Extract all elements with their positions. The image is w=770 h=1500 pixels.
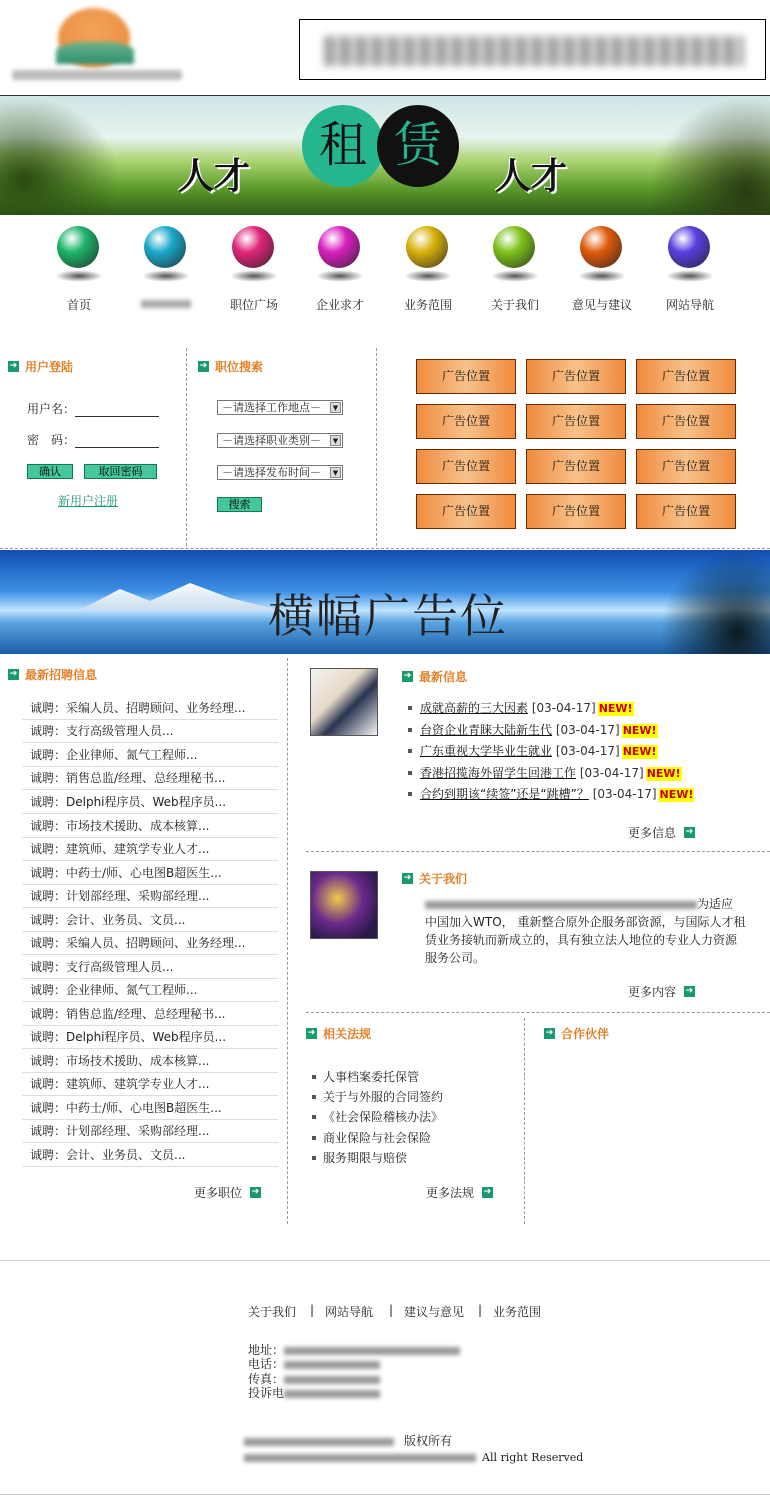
- banner-trees-left: [0, 96, 120, 215]
- banner-trees: [660, 550, 770, 654]
- list-item[interactable]: 诚聘：建筑师、建筑学专业人才...: [22, 838, 278, 861]
- footer-separator: |: [389, 1303, 394, 1317]
- username-row: 用户名：: [27, 400, 159, 417]
- nav-label: 关于我们: [490, 298, 539, 312]
- banner-word-right: 人才: [495, 155, 568, 197]
- nav-label: 网站导航: [665, 298, 714, 312]
- news-item[interactable]: 成就高薪的三大因素 [03-04-17] NEW!: [408, 701, 634, 716]
- arrow-icon: ➔: [9, 669, 18, 679]
- arrow-icon: ➔: [199, 361, 208, 371]
- news-link[interactable]: 成就高薪的三大因素: [420, 701, 529, 715]
- ad-slot[interactable]: 广告位置: [636, 359, 736, 394]
- laws-title: ➔ 相关法规: [307, 1027, 372, 1041]
- list-item[interactable]: 诚聘：采编人员、招聘顾问、业务经理...: [22, 697, 278, 720]
- divider: [306, 851, 770, 852]
- arrow-icon: ➔: [545, 1028, 554, 1038]
- banner-char-1: 租: [302, 105, 384, 187]
- blurred-text: [284, 1390, 380, 1398]
- search-button[interactable]: 搜索: [217, 497, 262, 512]
- header: [0, 0, 770, 95]
- news-link[interactable]: 香港招揽海外留学生回港工作: [420, 766, 577, 780]
- password-row: 密 码：: [27, 431, 159, 448]
- arrow-icon: ➔: [9, 361, 18, 371]
- arrow-icon: ➔: [251, 1187, 260, 1197]
- banner-mountains: [80, 580, 280, 610]
- news-link[interactable]: 台资企业青睐大陆新生代: [420, 723, 553, 737]
- footer-link-feedback[interactable]: 建议与意见: [404, 1305, 465, 1319]
- header-banner-blurred: [324, 36, 744, 66]
- dropdown-arrow-icon: ▼: [330, 467, 341, 478]
- nav-item-blurred[interactable]: [126, 218, 206, 318]
- footer-address: 地址：: [248, 1341, 460, 1358]
- news-link[interactable]: 广东重视大学毕业生就业: [420, 744, 553, 758]
- arrow-icon: ➔: [307, 1028, 316, 1038]
- list-item[interactable]: 诚聘：企业律师、氮气工程师...: [22, 979, 278, 1002]
- nav-label: 意见与建议: [571, 298, 632, 312]
- list-item[interactable]: 诚聘：中药士/师、心电图B超医生...: [22, 1097, 278, 1120]
- nav-label-blurred: [141, 300, 191, 308]
- footer-divider: [0, 1260, 770, 1261]
- banner-char-2: 赁: [377, 105, 459, 187]
- divider: [524, 1018, 525, 1224]
- divider: [186, 348, 187, 546]
- more-jobs-link[interactable]: 更多职位 ➔: [194, 1186, 260, 1200]
- list-item[interactable]: 诚聘：企业律师、氮气工程师...: [22, 744, 278, 767]
- recruit-title: ➔ 最新招聘信息: [9, 668, 98, 682]
- nav-item-about[interactable]: [475, 218, 555, 318]
- more-laws-link[interactable]: 更多法规 ➔: [426, 1186, 492, 1200]
- dropdown-arrow-icon: ▼: [330, 435, 341, 446]
- nav-item-home[interactable]: [39, 218, 119, 318]
- list-item[interactable]: 诚聘：支行高级管理人员...: [22, 956, 278, 979]
- ball-icon: [144, 226, 186, 268]
- ball-icon: [580, 226, 622, 268]
- ad-slot[interactable]: 广告位置: [416, 359, 516, 394]
- list-item[interactable]: 诚聘：销售总监/经理、总经理秘书...: [22, 767, 278, 790]
- blurred-text: [284, 1347, 460, 1355]
- footer-rights: 版权所有: [244, 1432, 452, 1449]
- list-item[interactable]: 诚聘：中药士/师、心电图B超医生...: [22, 862, 278, 885]
- footer-reserved: All right Reserved: [244, 1451, 583, 1464]
- news-link[interactable]: 合约到期该“续签”还是“跳槽”？: [420, 787, 589, 801]
- ball-icon: [406, 226, 448, 268]
- new-badge: NEW!: [622, 724, 657, 737]
- footer-link-services[interactable]: 业务范围: [493, 1305, 542, 1319]
- divider: [306, 1012, 770, 1013]
- password-input[interactable]: [75, 436, 159, 448]
- about-photo: [310, 871, 378, 939]
- nav-item-feedback[interactable]: [562, 218, 642, 318]
- bullet-icon: [312, 1115, 316, 1119]
- law-item[interactable]: 人事档案委托保管: [312, 1068, 419, 1085]
- banner-trees-right: [650, 96, 770, 215]
- law-item[interactable]: 服务期限与赔偿: [312, 1149, 407, 1166]
- about-blurred-text: [425, 901, 697, 909]
- footer-bottom-divider: [0, 1494, 770, 1495]
- logo-text-blurred: [12, 70, 182, 80]
- ad-slot[interactable]: 广告位置: [526, 404, 626, 439]
- arrow-icon: ➔: [403, 873, 412, 883]
- list-item[interactable]: 诚聘：市场技术援助、成本核算...: [22, 1050, 278, 1073]
- about-line-4: 服务公司。: [425, 951, 486, 965]
- bullet-icon: [312, 1095, 316, 1099]
- list-item[interactable]: 诚聘：采编人员、招聘顾问、业务经理...: [22, 932, 278, 955]
- ball-shadow: [230, 270, 278, 282]
- nav-label: 职位广场: [229, 298, 278, 312]
- about-line-2: 中国加入WTO， 重新整合原外企服务部资源，与国际人才租: [425, 915, 746, 929]
- bullet-icon: [312, 1156, 316, 1160]
- ad-slot[interactable]: 广告位置: [416, 494, 516, 529]
- ad-slot[interactable]: 广告位置: [416, 404, 516, 439]
- nav-label: 业务范围: [403, 298, 452, 312]
- footer-separator: |: [310, 1303, 315, 1317]
- list-item[interactable]: 诚聘：会计、业务员、文员...: [22, 1144, 278, 1167]
- list-item[interactable]: 诚聘：支行高级管理人员...: [22, 720, 278, 743]
- ad-slot[interactable]: 广告位置: [636, 494, 736, 529]
- about-title: ➔ 关于我们: [403, 872, 468, 886]
- main-nav: [0, 218, 770, 318]
- list-item[interactable]: 诚聘：会计、业务员、文员...: [22, 909, 278, 932]
- ball-shadow: [578, 270, 626, 282]
- ad-slot[interactable]: 广告位置: [526, 449, 626, 484]
- news-photo: [310, 668, 378, 736]
- bullet-icon: [312, 1075, 316, 1079]
- ball-shadow: [404, 270, 452, 282]
- nav-label: 企业求才: [315, 298, 364, 312]
- law-item[interactable]: 商业保险与社会保险: [312, 1129, 431, 1146]
- nav-item-sitemap[interactable]: [650, 218, 730, 318]
- header-banner-box: [299, 19, 766, 80]
- nav-item-jobs[interactable]: [214, 218, 294, 318]
- location-select[interactable]: －请选择工作地点－ ▼: [217, 400, 343, 415]
- ball-icon: [668, 226, 710, 268]
- news-item[interactable]: 台资企业青睐大陆新生代 [03-04-17] NEW!: [408, 723, 658, 738]
- retrieve-password-button[interactable]: 取回密码: [84, 464, 157, 479]
- ball-shadow: [491, 270, 539, 282]
- footer-phone: 电话：: [248, 1355, 380, 1372]
- news-item[interactable]: 广东重视大学毕业生就业 [03-04-17] NEW!: [408, 744, 658, 759]
- list-item[interactable]: 诚聘：Delphi程序员、Web程序员...: [22, 1026, 278, 1049]
- more-about-link[interactable]: 更多内容 ➔: [628, 985, 694, 999]
- new-badge: NEW!: [622, 745, 657, 758]
- about-line-1: 为适应: [425, 895, 733, 912]
- bullet-icon: [408, 728, 412, 732]
- news-item[interactable]: 合约到期该“续签”还是“跳槽”？ [03-04-17] NEW!: [408, 787, 694, 802]
- register-link[interactable]: 新用户注册: [58, 494, 119, 508]
- ad-slot[interactable]: 广告位置: [526, 494, 626, 529]
- confirm-button[interactable]: 确认: [27, 464, 73, 479]
- nav-item-services[interactable]: [388, 218, 468, 318]
- footer-fax: 传真：: [248, 1370, 380, 1387]
- list-item[interactable]: 诚聘：计划部经理、采购部经理...: [22, 1120, 278, 1143]
- law-item[interactable]: 《社会保险稽核办法》: [312, 1108, 443, 1125]
- ad-slot[interactable]: 广告位置: [526, 359, 626, 394]
- blurred-text: [244, 1438, 394, 1446]
- dropdown-arrow-icon: ▼: [330, 402, 341, 413]
- login-title: ➔ 用户登陆: [9, 360, 74, 374]
- law-item[interactable]: 关于与外服的合同签约: [312, 1088, 443, 1105]
- arrow-icon: ➔: [403, 671, 412, 681]
- more-news-link[interactable]: 更多信息 ➔: [628, 826, 694, 840]
- new-badge: NEW!: [646, 767, 681, 780]
- category-select[interactable]: －请选择职业类别－ ▼: [217, 433, 343, 448]
- time-select[interactable]: －请选择发布时间－ ▼: [217, 465, 343, 480]
- divider: [287, 658, 288, 1224]
- arrow-icon: ➔: [483, 1187, 492, 1197]
- ad-slot[interactable]: 广告位置: [416, 449, 516, 484]
- footer-separator: |: [478, 1303, 483, 1317]
- ball-icon: [493, 226, 535, 268]
- logo-hills: [56, 42, 134, 64]
- arrow-icon: ➔: [685, 827, 694, 837]
- blurred-text: [284, 1361, 380, 1369]
- bullet-icon: [408, 749, 412, 753]
- banner-word-left: 人才: [178, 155, 251, 197]
- footer-link-about[interactable]: 关于我们: [248, 1305, 297, 1319]
- ball-icon: [57, 226, 99, 268]
- ball-shadow: [316, 270, 364, 282]
- bullet-icon: [408, 792, 412, 796]
- username-input[interactable]: [75, 405, 159, 417]
- nav-label: 首页: [66, 298, 91, 312]
- footer-complaint: 投诉电: [248, 1384, 380, 1401]
- about-line-3: 赁业务接轨而新成立的，具有独立法人地位的专业人力资源: [425, 933, 738, 947]
- news-item[interactable]: 香港招揽海外留学生回港工作 [03-04-17] NEW!: [408, 766, 682, 781]
- list-item[interactable]: 诚聘：计划部经理、采购部经理...: [22, 885, 278, 908]
- blurred-text: [284, 1376, 380, 1384]
- news-title: ➔ 最新信息: [403, 670, 468, 684]
- partners-title: ➔ 合作伙伴: [545, 1027, 610, 1041]
- list-item[interactable]: 诚聘：Delphi程序员、Web程序员...: [22, 791, 278, 814]
- footer-link-sitemap[interactable]: 网站导航: [325, 1305, 374, 1319]
- ad-slot[interactable]: 广告位置: [636, 404, 736, 439]
- list-item[interactable]: 诚聘：建筑师、建筑学专业人才...: [22, 1073, 278, 1096]
- new-badge: NEW!: [598, 702, 633, 715]
- ball-shadow: [666, 270, 714, 282]
- ball-shadow: [55, 270, 103, 282]
- list-item[interactable]: 诚聘：销售总监/经理、总经理秘书...: [22, 1003, 278, 1026]
- ad-slot[interactable]: 广告位置: [636, 449, 736, 484]
- wide-banner-title: 横幅广告位: [268, 589, 508, 643]
- arrow-icon: ➔: [685, 986, 694, 996]
- ball-shadow: [142, 270, 190, 282]
- blurred-text: [244, 1454, 476, 1462]
- bullet-icon: [312, 1136, 316, 1140]
- bullet-icon: [408, 771, 412, 775]
- ball-icon: [232, 226, 274, 268]
- divider: [376, 348, 377, 546]
- bullet-icon: [408, 706, 412, 710]
- job-search-title: ➔ 职位搜索: [199, 360, 264, 374]
- list-item[interactable]: 诚聘：市场技术援助、成本核算...: [22, 815, 278, 838]
- ball-icon: [318, 226, 360, 268]
- divider: [0, 548, 770, 549]
- nav-item-employers[interactable]: [300, 218, 380, 318]
- new-badge: NEW!: [659, 788, 694, 801]
